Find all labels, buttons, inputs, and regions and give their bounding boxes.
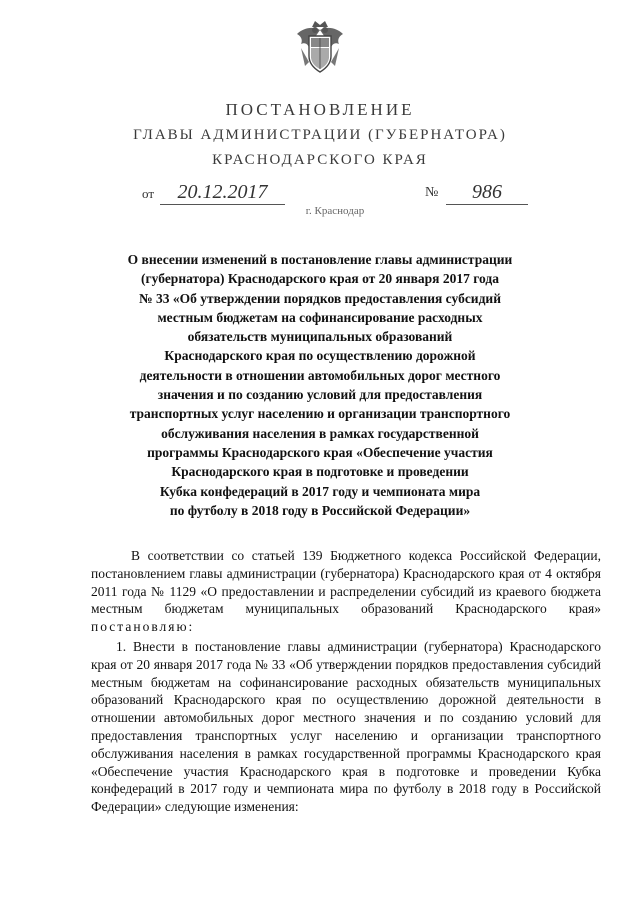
clause-1-paragraph: 1. Внести в постановление главы администрации (губернатора) Краснодарского края от 20 января 2017 года № 33 «Об утверждении порядков предоставления субсидий местным бюджетам на софинансирование расходных обязательств муниципальных образований Краснодарского края по осуществлению дорожной деятельности в отношении автомобильных дорог местного значения и по созданию условий для предоставления транспортных услуг населению и организации транспортного обслуживания населения в рамках государственной программы Краснодарского края «Обеспечение участия Краснодарского края в подготовке и проведении Кубка конфедераций в 2017 году и чемпионата мира по футболу в 2018 году в Российской Федерации» следующие изменения: bbox=[91, 639, 601, 815]
document-title bbox=[0, 250, 640, 520]
title-line: (губернатора) Краснодарского края от 20 января 2017 года bbox=[141, 271, 499, 287]
title-line: программы Краснодарского края «Обеспечение участия bbox=[147, 444, 493, 460]
preamble-paragraph bbox=[91, 547, 601, 636]
title-line: № 33 «Об утверждении порядков предоставления субсидий bbox=[139, 290, 501, 306]
document-type-heading: ПОСТАНОВЛЕНИЕ bbox=[225, 100, 415, 119]
issuer-heading-line1: ГЛАВЫ АДМИНИСТРАЦИИ (ГУБЕРНАТОРА) bbox=[133, 127, 507, 143]
preamble-text: В соответствии со статьей 139 Бюджетного кодекса Российской Федерации, постановлением главы администрации (губернатора) Краснодарского края от 4 октября 2011 года № 1129 «О предоставлении и распределении субсидий из краевого бюджета местным бюджетам муниципальных образований Краснодарского края» bbox=[91, 548, 601, 617]
issuer-heading-line2: КРАСНОДАРСКОГО КРАЯ bbox=[212, 152, 428, 168]
title-line: по футболу в 2018 году в Российской Федерации» bbox=[169, 502, 471, 518]
title-line: О внесении изменений в постановление главы администрации bbox=[127, 252, 513, 267]
handwritten-date: 20.12.2017 bbox=[160, 182, 285, 205]
number-prefix: № bbox=[425, 185, 439, 200]
title-line: транспортных услуг населению и организации транспортного bbox=[129, 406, 511, 422]
title-line: обслуживания населения в рамках государственной bbox=[161, 425, 479, 441]
handwritten-number: 986 bbox=[446, 182, 528, 205]
title-line: обязательств муниципальных образований bbox=[187, 329, 453, 345]
resolution-word: постановляю: bbox=[91, 619, 195, 635]
title-line: деятельности в отношении автомобильных дорог местного bbox=[139, 367, 501, 383]
coat-of-arms-emblem bbox=[295, 18, 345, 76]
title-line: местным бюджетам на софинансирование расходных bbox=[157, 309, 483, 325]
title-line: Краснодарского края по осуществлению дорожной bbox=[164, 348, 476, 364]
title-line: значения и по созданию условий для предоставления bbox=[157, 387, 483, 403]
city-label: г. Краснодар bbox=[305, 205, 365, 217]
date-prefix: от bbox=[142, 186, 155, 201]
title-line: Кубка конфедераций в 2017 году и чемпионата мира bbox=[159, 483, 481, 499]
title-line: Краснодарского края в подготовке и проведении bbox=[171, 464, 469, 480]
